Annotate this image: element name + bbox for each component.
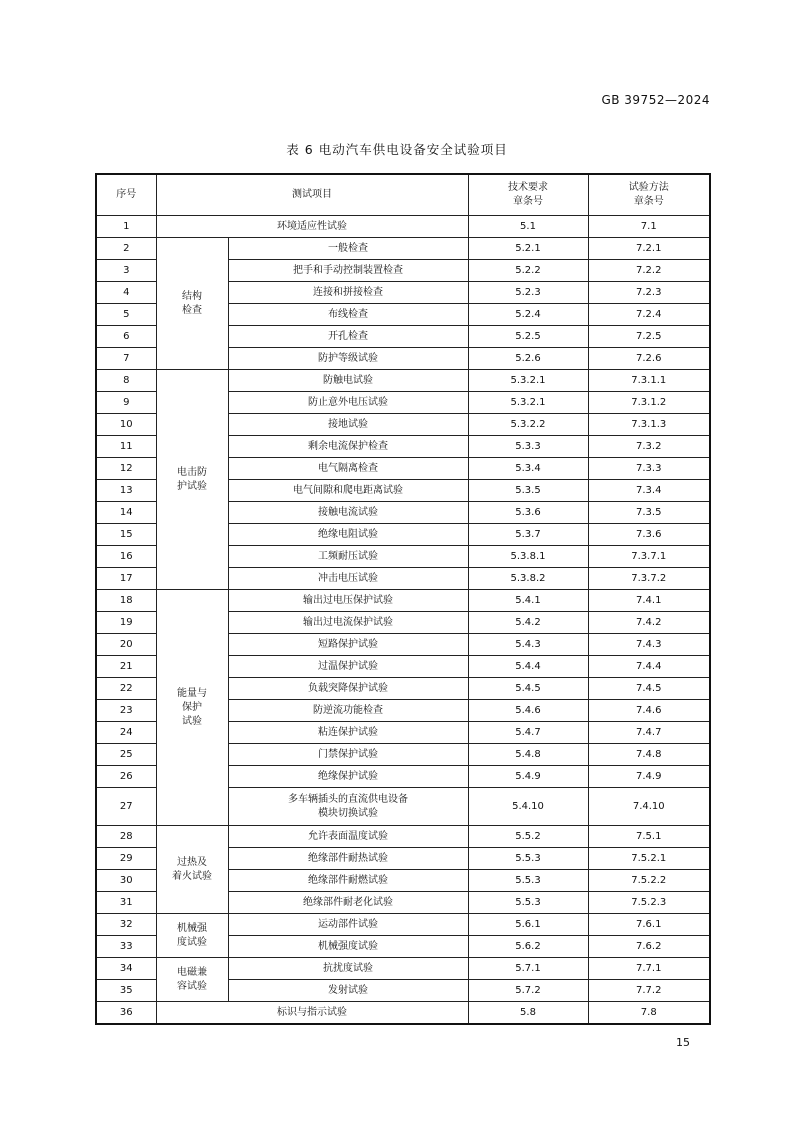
row-item-text: 绝缘部件耐热试验: [308, 852, 388, 864]
row-item: [228, 326, 468, 348]
row-method: 7.7.2: [588, 980, 710, 1002]
row-item: [156, 1002, 468, 1025]
row-item: [228, 744, 468, 766]
group-emc: [156, 958, 228, 1002]
row-seq: 33: [96, 936, 156, 958]
header-item: 测试项目: [156, 174, 468, 216]
row-item: [228, 546, 468, 568]
row-item-text: 允许表面温度试验: [308, 830, 388, 842]
row-req: 5.2.3: [468, 282, 588, 304]
row-item: [228, 370, 468, 392]
row-seq: 3: [96, 260, 156, 282]
table-row: [96, 370, 710, 392]
row-req: 5.4.1: [468, 590, 588, 612]
row-item: [228, 980, 468, 1002]
row-method: 7.4.8: [588, 744, 710, 766]
row-seq: 36: [96, 1002, 156, 1025]
row-method: 7.4.9: [588, 766, 710, 788]
row-req: 5.3.4: [468, 458, 588, 480]
row-item-text: 粘连保护试验: [318, 726, 378, 738]
row-method: 7.8: [588, 1002, 710, 1025]
row-req: 5.7.2: [468, 980, 588, 1002]
row-item: [228, 848, 468, 870]
row-method: 7.5.1: [588, 826, 710, 848]
row-req: 5.5.3: [468, 870, 588, 892]
group-label: 结构 检查: [182, 290, 202, 316]
row-method: 7.1: [588, 216, 710, 238]
row-req: 5.4.2: [468, 612, 588, 634]
row-item-text: 把手和手动控制装置检查: [293, 264, 403, 276]
row-item: [228, 892, 468, 914]
table-row: [96, 958, 710, 980]
row-method: 7.7.1: [588, 958, 710, 980]
row-item-text: 防止意外电压试验: [308, 396, 388, 408]
row-item: [228, 392, 468, 414]
row-seq: 15: [96, 524, 156, 546]
row-item: [228, 502, 468, 524]
header-req: 技术要求 章条号: [468, 174, 588, 216]
row-seq: 13: [96, 480, 156, 502]
row-item-text: 一般检查: [328, 242, 368, 254]
group-heat: [156, 826, 228, 914]
row-req: 5.4.3: [468, 634, 588, 656]
row-method: 7.2.1: [588, 238, 710, 260]
row-seq: 21: [96, 656, 156, 678]
group-mech: [156, 914, 228, 958]
row-req: 5.5.2: [468, 826, 588, 848]
row-item-text: 工频耐压试验: [318, 550, 378, 562]
row-req: 5.2.2: [468, 260, 588, 282]
row-seq: 17: [96, 568, 156, 590]
safety-test-table: [95, 173, 711, 1025]
row-seq: 5: [96, 304, 156, 326]
row-method: 7.6.2: [588, 936, 710, 958]
row-method: 7.2.5: [588, 326, 710, 348]
row-item-text: 剩余电流保护检查: [308, 440, 388, 452]
row-seq: 14: [96, 502, 156, 524]
row-seq: 1: [96, 216, 156, 238]
standard-code: GB 39752—2024: [601, 93, 710, 107]
table-row: [96, 826, 710, 848]
row-method: 7.4.7: [588, 722, 710, 744]
group-label: 电击防 护试验: [177, 466, 207, 492]
group-label: 过热及 着火试验: [172, 856, 212, 882]
row-seq: 19: [96, 612, 156, 634]
table-title: 表 6 电动汽车供电设备安全试验项目: [286, 142, 508, 157]
row-method: 7.3.1.2: [588, 392, 710, 414]
row-req: 5.3.2.2: [468, 414, 588, 436]
row-method: 7.3.2: [588, 436, 710, 458]
group-label: 电磁兼 容试验: [177, 966, 207, 992]
row-req: 5.4.10: [468, 788, 588, 826]
row-method: 7.3.7.2: [588, 568, 710, 590]
row-item: [228, 458, 468, 480]
row-item-text: 负载突降保护试验: [308, 682, 388, 694]
row-seq: 32: [96, 914, 156, 936]
row-item: [228, 612, 468, 634]
row-item-text: 绝缘保护试验: [318, 770, 378, 782]
row-item-text: 电气隔离检查: [318, 462, 378, 474]
row-method: 7.4.4: [588, 656, 710, 678]
row-item: [228, 700, 468, 722]
row-req: 5.3.8.2: [468, 568, 588, 590]
group-structure: [156, 238, 228, 370]
row-method: 7.3.3: [588, 458, 710, 480]
row-method: 7.5.2.3: [588, 892, 710, 914]
row-item: [228, 568, 468, 590]
row-seq: 6: [96, 326, 156, 348]
header-method: 试验方法 章条号: [588, 174, 710, 216]
row-item-text: 运动部件试验: [318, 918, 378, 930]
row-req: 5.4.5: [468, 678, 588, 700]
row-method: 7.3.1.1: [588, 370, 710, 392]
row-req: 5.3.5: [468, 480, 588, 502]
row-item-text: 绝缘电阻试验: [318, 528, 378, 540]
row-req: 5.2.4: [468, 304, 588, 326]
row-item: [228, 826, 468, 848]
row-req: 5.4.8: [468, 744, 588, 766]
row-item-text: 输出过电压保护试验: [303, 594, 393, 606]
row-item-text: 环境适应性试验: [277, 220, 347, 232]
row-seq: 11: [96, 436, 156, 458]
row-seq: 24: [96, 722, 156, 744]
row-req: 5.7.1: [468, 958, 588, 980]
row-seq: 31: [96, 892, 156, 914]
row-item-text: 接地试验: [328, 418, 368, 430]
row-item: [156, 216, 468, 238]
row-method: 7.5.2.1: [588, 848, 710, 870]
row-item-text: 抗扰度试验: [323, 962, 373, 974]
row-item: [228, 678, 468, 700]
row-method: 7.2.3: [588, 282, 710, 304]
row-seq: 22: [96, 678, 156, 700]
row-item: [228, 414, 468, 436]
row-method: 7.3.1.3: [588, 414, 710, 436]
row-item-text: 过温保护试验: [318, 660, 378, 672]
row-item: [228, 766, 468, 788]
row-item: [228, 348, 468, 370]
row-req: 5.4.7: [468, 722, 588, 744]
row-method: 7.4.2: [588, 612, 710, 634]
group-label: 机械强 度试验: [177, 922, 207, 948]
row-seq: 27: [96, 788, 156, 826]
row-seq: 2: [96, 238, 156, 260]
group-label: 能量与 保护 试验: [177, 687, 207, 727]
row-item-text: 冲击电压试验: [318, 572, 378, 584]
row-req: 5.3.8.1: [468, 546, 588, 568]
group-shock: [156, 370, 228, 590]
row-seq: 20: [96, 634, 156, 656]
row-item-text: 电气间隙和爬电距离试验: [293, 484, 403, 496]
row-req: 5.6.1: [468, 914, 588, 936]
row-method: 7.3.4: [588, 480, 710, 502]
row-req: 5.5.3: [468, 892, 588, 914]
row-method: 7.4.5: [588, 678, 710, 700]
row-seq: 4: [96, 282, 156, 304]
table-row: [96, 590, 710, 612]
row-item-text: 防逆流功能检查: [313, 704, 383, 716]
row-item: [228, 304, 468, 326]
row-seq: 8: [96, 370, 156, 392]
row-item: [228, 238, 468, 260]
row-seq: 18: [96, 590, 156, 612]
row-method: 7.4.10: [588, 788, 710, 826]
row-req: 5.3.3: [468, 436, 588, 458]
row-seq: 10: [96, 414, 156, 436]
row-item: [228, 260, 468, 282]
row-method: 7.6.1: [588, 914, 710, 936]
row-req: 5.3.6: [468, 502, 588, 524]
row-item-text: 短路保护试验: [318, 638, 378, 650]
row-item-text: 防触电试验: [323, 374, 373, 386]
row-method: 7.2.6: [588, 348, 710, 370]
page-number: 15: [676, 1036, 690, 1049]
row-seq: 28: [96, 826, 156, 848]
row-req: 5.3.7: [468, 524, 588, 546]
row-req: 5.3.2.1: [468, 392, 588, 414]
row-method: 7.4.3: [588, 634, 710, 656]
row-item: [228, 914, 468, 936]
row-seq: 35: [96, 980, 156, 1002]
row-req: 5.8: [468, 1002, 588, 1025]
row-item: [228, 958, 468, 980]
group-energy: [156, 590, 228, 826]
row-req: 5.6.2: [468, 936, 588, 958]
table-header-row: [96, 174, 710, 216]
row-seq: 7: [96, 348, 156, 370]
table-row: [96, 914, 710, 936]
row-item: [228, 590, 468, 612]
row-item-text: 发射试验: [328, 984, 368, 996]
header-seq: 序号: [96, 174, 156, 216]
row-req: 5.2.6: [468, 348, 588, 370]
row-item: [228, 788, 468, 826]
row-req: 5.5.3: [468, 848, 588, 870]
row-req: 5.4.6: [468, 700, 588, 722]
row-seq: 29: [96, 848, 156, 870]
row-item-text: 防护等级试验: [318, 352, 378, 364]
row-seq: 34: [96, 958, 156, 980]
row-method: 7.4.6: [588, 700, 710, 722]
row-seq: 26: [96, 766, 156, 788]
row-seq: 12: [96, 458, 156, 480]
row-method: 7.2.2: [588, 260, 710, 282]
table-row: [96, 1002, 710, 1025]
row-method: 7.3.6: [588, 524, 710, 546]
row-req: 5.4.9: [468, 766, 588, 788]
row-item-text: 连接和拼接检查: [313, 286, 383, 298]
row-item-text: 输出过电流保护试验: [303, 616, 393, 628]
table-row: [96, 216, 710, 238]
row-req: 5.4.4: [468, 656, 588, 678]
row-method: 7.3.5: [588, 502, 710, 524]
row-item-text: 标识与指示试验: [277, 1006, 347, 1018]
row-item-text: 绝缘部件耐老化试验: [303, 896, 393, 908]
row-item: [228, 722, 468, 744]
row-item: [228, 282, 468, 304]
row-item-text: 机械强度试验: [318, 940, 378, 952]
row-item: [228, 436, 468, 458]
row-req: 5.1: [468, 216, 588, 238]
row-item-text: 布线检查: [328, 308, 368, 320]
row-seq: 25: [96, 744, 156, 766]
row-seq: 16: [96, 546, 156, 568]
row-item: [228, 480, 468, 502]
row-req: 5.2.5: [468, 326, 588, 348]
table-row: [96, 238, 710, 260]
row-item-text: 开孔检查: [328, 330, 368, 342]
row-item-text: 多车辆插头的直流供电设备 模块切换试验: [288, 793, 408, 819]
row-seq: 23: [96, 700, 156, 722]
row-item: [228, 656, 468, 678]
row-method: 7.2.4: [588, 304, 710, 326]
row-req: 5.3.2.1: [468, 370, 588, 392]
row-method: 7.4.1: [588, 590, 710, 612]
row-item: [228, 524, 468, 546]
row-item-text: 门禁保护试验: [318, 748, 378, 760]
row-method: 7.3.7.1: [588, 546, 710, 568]
row-item-text: 绝缘部件耐燃试验: [308, 874, 388, 886]
row-item-text: 接触电流试验: [318, 506, 378, 518]
row-item: [228, 634, 468, 656]
row-item: [228, 936, 468, 958]
row-item: [228, 870, 468, 892]
row-seq: 30: [96, 870, 156, 892]
row-seq: 9: [96, 392, 156, 414]
row-method: 7.5.2.2: [588, 870, 710, 892]
row-req: 5.2.1: [468, 238, 588, 260]
